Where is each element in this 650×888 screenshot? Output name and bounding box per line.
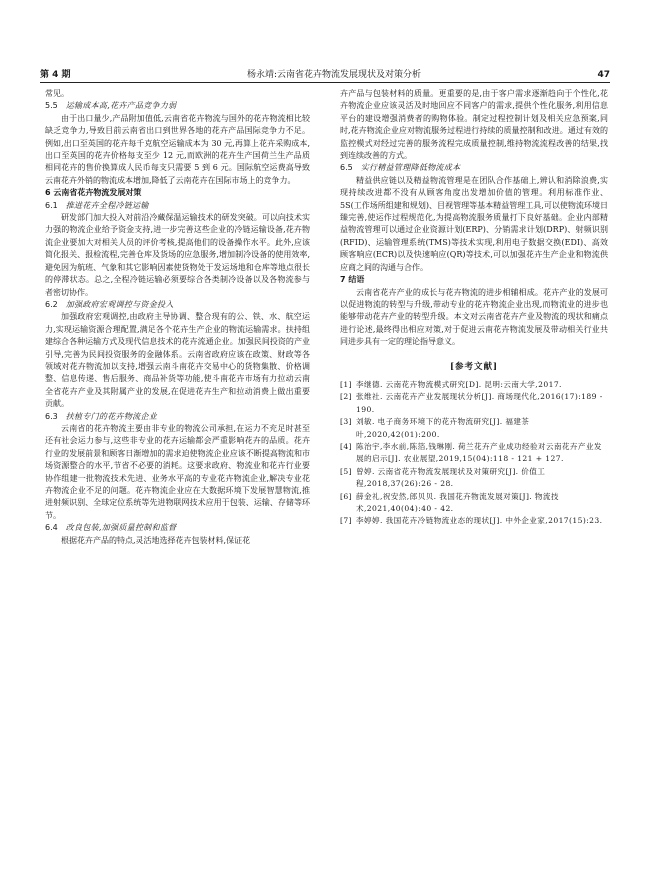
reference-item: [1] 李继德. 云南花卉物流模式研究[D]. 昆明:云南大学,2017. <box>340 379 562 389</box>
paragraph-6-1: 研发部门加大投入对前沿冷藏保温运输技术的研发突破。可以向技术实力强的物流企业给予资金支持,进一步完善这些企业的冷链运输设备,花卉物流企业要加大对相关人员的评价考核,提高他们的设备操作水平。此外,应该简化报关、报检流程,完善仓库及货场的应急服务,增加制冷设备的使用效率,避免因为航班、气象和其它影响因素使货物处于发运场地和仓库等地点很长的停滞状态。总之,全程冷链运输必须要综合各类制冷设备以及各物流参与者密切协作。 <box>45 213 310 297</box>
subsection-6-1: 6.1 推进花卉全程冷链运输 <box>45 200 149 210</box>
paragraph-6-2: 加强政府宏观调控,由政府主导协调、整合现有的公、铁、水、航空运力,实现运输资源合理配置,满足各个花卉生产企业的物流运输需求。扶持组建综合各种运输方式及现代信息技术的花卉流通企业。加强民间投资的产业引导,完善为民间投资服务的金融体系。云南省政府应该在政策、财政等各领域对花卉物流加以支持,增强云南斗南花卉交易中心的货物集散、价格调整、信息传递、售后服务、商品补货等功能,使斗南花卉市场有力拉动云南全省花卉产业及其附属产业的发展,在促进花卉生产和拉动消费上做出重要贡献。 <box>45 312 310 409</box>
header-rule <box>40 82 610 83</box>
running-header <box>40 62 610 80</box>
reference-item: [7] 李婷婷. 我国花卉冷链物流业态的现状[J]. 中外企业家,2017(15):23. <box>340 516 603 526</box>
reference-list <box>340 379 608 528</box>
paragraph-continued: 常见。 <box>45 89 69 98</box>
paragraph-6-5: 精益供应链以及精益物流管理是在团队合作基础上,辨认和消除浪费,实现持续改进都不没有从顾客角度出发增加价值的管理。利用标准作业、5S(工作场所组建和规划)、目视管理等基本精益管理工具,可以使物流环境日臻完善,使运作过程规范化,为提高物流服务质量打下良好基础。企业内部精益物流管理可以通过企业资源计划(ERP)、分销需求计划(DRP)、射频识别(RFID)、运输管理系统(TMS)等技术实现,利用电子数据交换(EDI)、高效顾客响应(ECR)以及快速响应(QR)等技术,可以加强花卉生产企业和物流供应商之间的沟通与合作。 <box>340 175 608 272</box>
paragraph-6-3: 云南省的花卉物流主要由非专业的物流公司承担,在运力不充足时甚至还有社会运力参与,这些非专业的花卉运输都会严重影响花卉的品质。花卉行业的发展前景和顾客日渐增加的需求迫使物流企业应该不断提高物流和市场资源整合的水平,节省不必要的消耗。这要求政府、物流业和花卉行业要协作组建一批物流技术先进、业务水平高的专业花卉物流企业,解决专业花卉物流企业不足的问题。花卉物流企业应在大数据环境下发展智慧物流,推进射频识别、全球定位系统等先进物联网技术应用于包装、运输、存储等环节。 <box>45 423 310 520</box>
paragraph-7: 云南省花卉产业的成长与花卉物流的进步相辅相成。花卉产业的发展可以促进物流的转型与升级,带动专业的花卉物流企业出现,而物流业的进步也能够带动花卉产业的转型升级。本文对云南省花卉产业及物流的现状和痛点进行论述,最终得出相应对策,对于促进云南花卉物流发展及带动相关行业共同进步具有一定的理论指导意义。 <box>340 287 608 347</box>
reference-item: [6] 薛金礼,祝安然,郎贝贝. 我国花卉物流发展对策[J]. 物流技术,2021,40(04):40 - 42. <box>340 491 559 513</box>
running-title: 杨永靖:云南省花卉物流发展现状及对策分析 <box>246 70 422 80</box>
subsection-5-5: 5.5 运输成本高,花卉产品竞争力弱 <box>45 101 177 111</box>
section-7-heading: 7 结语 <box>340 275 365 285</box>
subsection-6-3: 6.3 扶植专门的花卉物流企业 <box>45 411 158 421</box>
subsection-6-5: 6.5 实行精益管理降低物流成本 <box>340 163 461 173</box>
left-column <box>45 88 310 547</box>
subsection-6-4: 6.4 改良包装,加强质量控制和监督 <box>45 523 177 533</box>
issue-number: 第 4 期 <box>40 70 71 80</box>
references-heading: [参考文献] <box>449 361 499 372</box>
subsection-6-2: 6.2 加强政府宏观调控与资金投入 <box>45 299 174 309</box>
paragraph-6-4-continued: 卉产品与包装材料的质量。更重要的是,由于客户需求逐渐趋向于个性化,花卉物流企业应该灵活及时地回应不同客户的需求,提供个性化服务,利用信息平台的建设增强消费者的购物体验。制定过程控制计划及相关应急预案,同时,花卉物流企业应对物流服务过程进行持续的质量控制和改进。通过有效的监控模式对经过完善的服务流程完成质量控制,维持物流流程改善的结果,找到连续改善的方式。 <box>340 89 608 161</box>
reference-item: [3] 刘敏. 电子商务环境下的花卉物流研究[J]. 福建茶叶,2020,42(01):200. <box>340 417 530 439</box>
reference-item: [4] 陈治宇,李水前,陈箔,钱琳刚. 荷兰花卉产业成功经验对云南花卉产业发展的启示[J]. 农业展望,2019,15(04):118 - 121 + 127. <box>340 441 602 464</box>
right-column <box>340 88 608 528</box>
reference-item: [5] 曾婷. 云南省花卉物流发展现状及对策研究[J]. 价值工程,2018,37(26):26 - 28. <box>340 466 546 489</box>
reference-item: [2] 张维社. 云南花卉产业发展现状分析[J]. 商场现代化,2016(17):189 - 190. <box>340 392 603 414</box>
paragraph-6-4: 根据花卉产品的特点,灵活地选择花卉包装材料,保证花 <box>61 535 251 545</box>
paragraph-5-5: 由于出口量少,产品附加值低,云南省花卉物流与国外的花卉物流相比较缺乏竞争力,导致目前云南省出口到世界各地的花卉产品国际竞争力不足。例如,出口至英国的花卉每千克航空运输成本为 30 元,再算上花卉采购成本,出口至英国的花卉价格每支至少 12 元,而欧洲的花卉生产国荷兰生产品质相同花卉的售价换算成人民币每支只需要 5 到 6 元。国际航空运费高导致云南花卉外销的物流成本增加,降低了云南花卉在国际市场上的竞争力。 <box>45 113 310 185</box>
page-number: 47 <box>597 70 610 80</box>
section-6-heading: 6 云南省花卉物流发展对策 <box>45 188 142 198</box>
